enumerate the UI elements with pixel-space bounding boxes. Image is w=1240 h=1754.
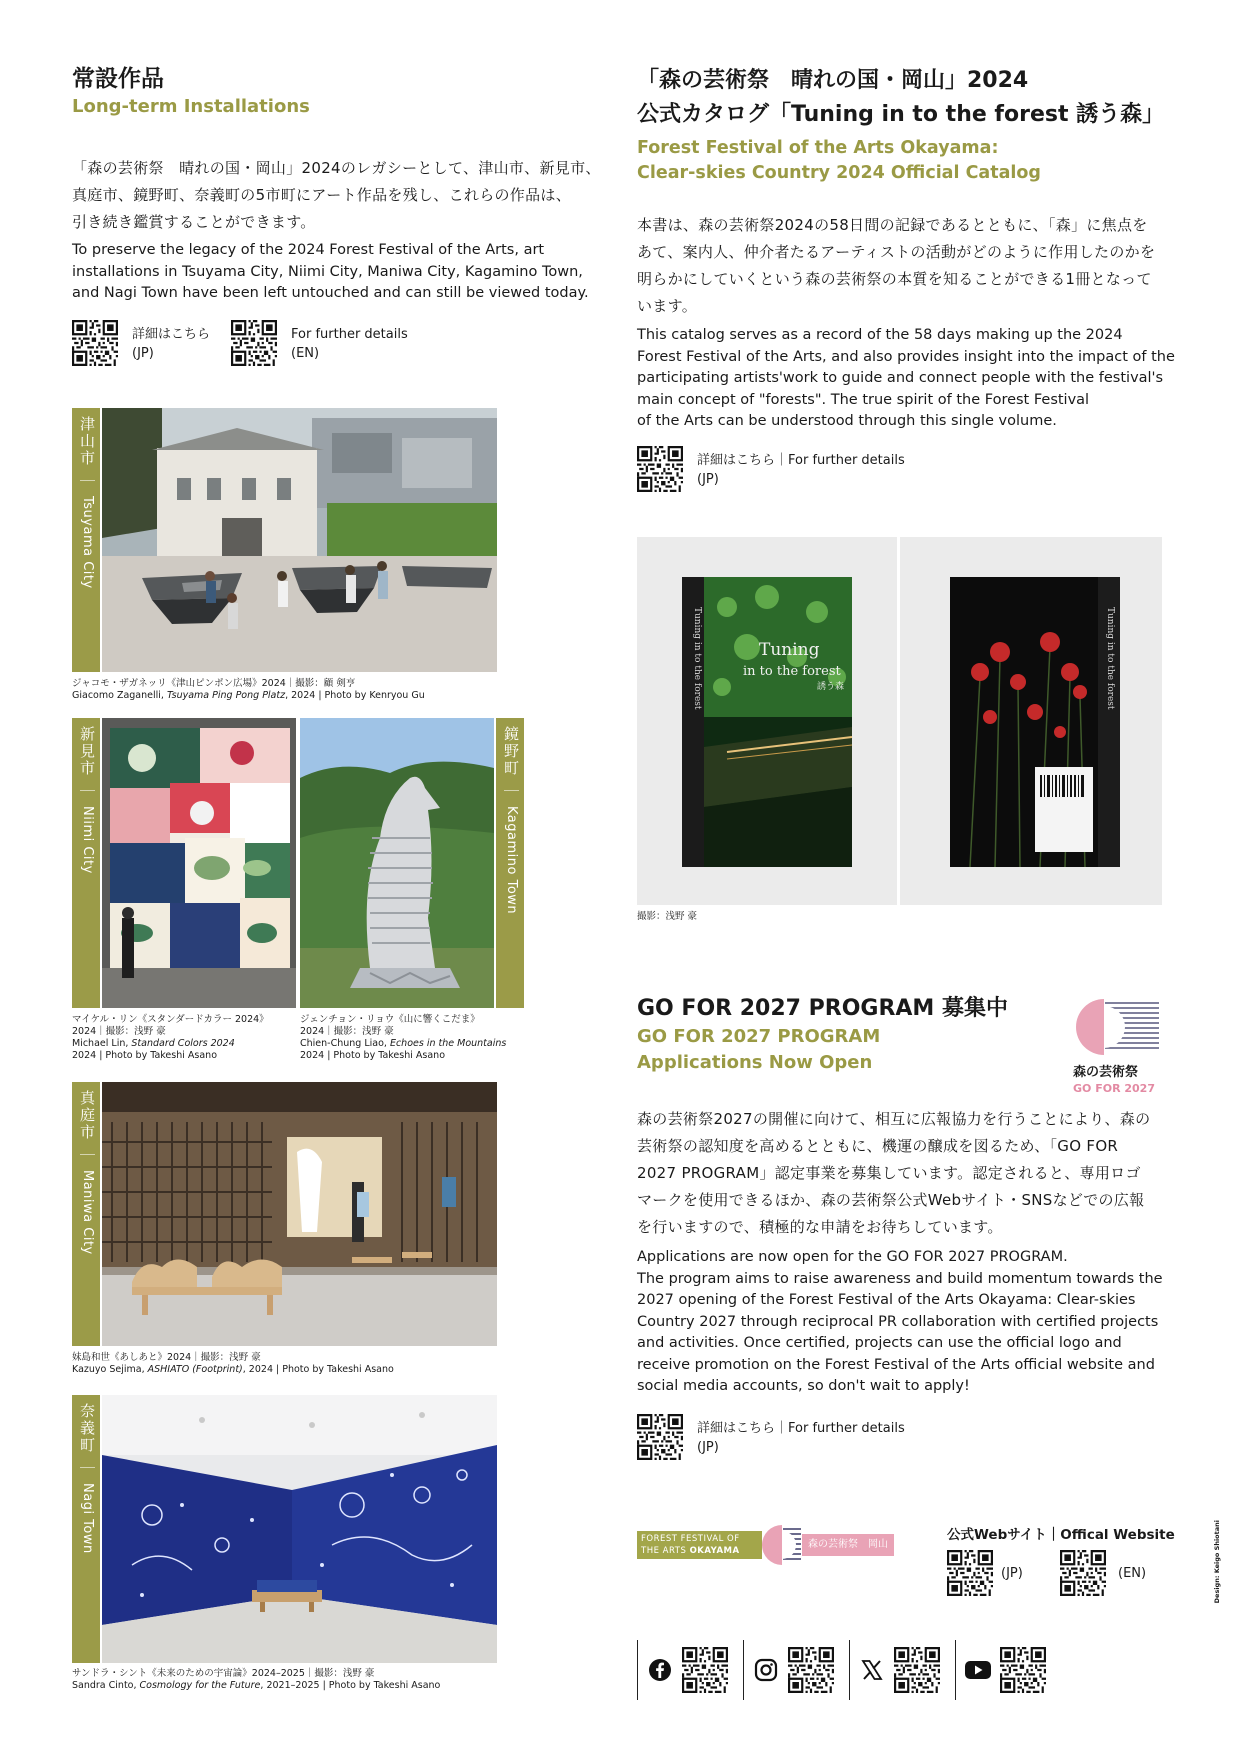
qr-code-icon [788,1647,834,1693]
qr-lang: (EN) [291,346,320,361]
caption-ja: ジェンチョン・リョウ《山に響くこだま》 [300,1014,480,1025]
qr-lang: (JP) [1001,1565,1023,1581]
qr-label: 詳細はこちら [132,327,211,342]
text-line: Forest Festival of the Arts, and also provides insight into the impact of the [637,348,1175,365]
qr-lang: (JP) [132,346,154,361]
caption-title: Standard Colors 2024 [131,1038,235,1049]
caption-en [72,1038,297,1050]
caption-tsuyama [72,678,492,702]
caption-title: ASHIATO (Footprint) [147,1364,243,1375]
caption-en [72,1680,512,1692]
site-name-en: Niimi City [80,806,95,874]
caption-credit: , 2024 | Photo by Kenryou Gu [285,690,425,701]
qr-label: 詳細はこちら｜For further details [697,453,905,468]
text-line: of the Arts can be understood through this single volume. [637,413,1057,429]
qr-lang: (EN) [1118,1565,1147,1581]
photo-catalog-back [900,537,1162,905]
qr-code-icon [72,320,118,366]
text-line: 真庭市、鏡野町、奈義町の5市町にアート作品を残し、これらの作品は、 [72,186,571,204]
caption-credit: 2024 | Photo by Takeshi Asano [72,1050,218,1061]
left-body-ja [72,155,612,236]
text-line: participating artists'work to guide and connect people with the festival's [637,370,1164,386]
photo-tsuyama-ping-pong [102,408,497,672]
logo-text-en: GO FOR 2027 [1073,1082,1155,1095]
book-cover-title: Tuning [759,640,820,660]
caption-artist: Kazuyo Sejima, [72,1364,148,1375]
website-qr-en[interactable] [1060,1550,1146,1596]
catalog-body-ja [637,212,1177,320]
instagram-icon [754,1658,778,1682]
caption-title: Echoes in the Mountains [389,1038,507,1049]
catalog-body-en [637,325,1177,433]
caption-artist: Sandra Cinto, [72,1680,140,1691]
logo-line [641,1545,758,1557]
website-title: 公式Webサイト｜Offical Website [947,1527,1175,1543]
qr-code-icon [947,1550,993,1596]
caption-kagamino [300,1014,525,1062]
site-name-ja: 真庭市 [78,1090,96,1141]
caption-credit: , 2021–2025 | Photo by Takeshi Asano [260,1680,441,1691]
program-body-ja [637,1106,1182,1241]
qr-code-icon [637,1414,683,1460]
festival-logo-en [637,1531,762,1559]
text-line: 引き続き鑑賞することができます。 [72,213,316,231]
site-sep: ｜ [502,783,520,800]
qr-block-en[interactable] [231,320,408,366]
social-youtube[interactable] [955,1640,1061,1700]
site-name-en: Maniwa City [80,1170,95,1255]
caption-ja: 2024｜撮影：浅野 豪 [300,1026,394,1037]
logo-text: THE ARTS [641,1546,690,1556]
site-sep: ｜ [78,1147,96,1164]
x-icon [860,1658,884,1682]
left-section-heading [72,64,310,120]
qr-code-icon [1060,1550,1106,1596]
caption-en [72,1364,492,1376]
design-credit: Design: Keigo Shiotani [1213,1520,1221,1604]
left-title-ja: 常設作品 [72,66,164,92]
design-credit-wrap [1213,1520,1225,1620]
program-title-en-1: GO FOR 2027 PROGRAM [637,1026,881,1047]
photo-kagamino-echoes [300,718,494,1008]
caption-en [72,690,492,702]
qr-block-jp[interactable] [72,320,210,366]
text-line: 本書は、森の芸術祭2024の58日間の記録であるとともに、「森」に焦点を [637,216,1148,234]
go-for-2027-logo [1073,996,1165,1094]
text-line: and activities. Once certified, projects can use the official logo and [637,1335,1122,1351]
program-body-en [637,1247,1182,1398]
social-x[interactable] [849,1640,955,1700]
book-spine-text: Tuning in to the forest [1105,607,1115,710]
text-line: います。 [637,297,698,315]
site-name-ja: 奈義町 [78,1403,96,1454]
text-line: Applications are now open for the GO FOR 2027 PROGRAM. [637,1249,1068,1265]
caption-ja: 妹島和世《あしあと》2024｜撮影：浅野 豪 [72,1352,261,1363]
caption-artist: Chien-Chung Liao, [300,1038,390,1049]
qr-code-icon [1000,1647,1046,1693]
qr-code-icon [894,1647,940,1693]
text-line: を行いますので、積極的な申請をお待ちしています。 [637,1218,1003,1236]
qr-label: For further details [291,327,408,342]
festival-logo-mark [762,1522,802,1568]
qr-lang: (JP) [697,1440,719,1455]
catalog-title-en-2: Clear-skies Country 2024 Official Catalog [637,163,1041,183]
photo-nagi-cosmology [102,1395,497,1663]
site-name-en: Tsuyama City [80,496,95,589]
youtube-icon [964,1659,992,1681]
sidebar-niimi [72,718,100,1008]
text-line: 森の芸術祭2027の開催に向けて、相互に広報協力を行うことにより、森の [637,1110,1151,1128]
caption-ja: 2024｜撮影：浅野 豪 [72,1026,166,1037]
text-line: receive promotion on the Forest Festival of the Arts official website and [637,1356,1155,1373]
catalog-heading [637,64,1164,186]
qr-code-icon [682,1647,728,1693]
social-facebook[interactable] [637,1640,743,1700]
facebook-icon [648,1658,672,1682]
program-title-ja: GO FOR 2027 PROGRAM 募集中 [637,996,1008,1021]
festival-logo-ja: 森の芸術祭 岡山 [802,1534,894,1556]
website-qr-jp[interactable] [947,1550,1023,1596]
catalog-title-en-1: Forest Festival of the Arts Okayama: [637,138,999,158]
photo-catalog-front [637,537,897,905]
caption-ja: ジャコモ・ザガネッリ《津山ピンポン広場》2024｜撮影：顧 剣亨 [72,678,356,689]
book-spine-text: Tuning in to the forest [692,607,702,710]
logo-line: FOREST FESTIVAL OF [641,1534,740,1544]
left-title-en: Long-term Installations [72,96,310,117]
left-body-en [72,240,612,305]
caption-ja: サンドラ・シント《未来のための宇宙論》2024–2025｜撮影：浅野 豪 [72,1668,375,1679]
text-line: 「森の芸術祭 晴れの国・岡山」2024のレガシーとして、津山市、新見市、 [72,159,601,177]
book-cover-title-ja: 誘う森 [817,682,845,692]
sidebar-maniwa [72,1082,100,1346]
text-line: installations in Tsuyama City, Niimi City, Maniwa City, Kagamino Town, [72,263,583,280]
qr-lang: (JP) [697,472,719,487]
caption-title: Tsuyama Ping Pong Platz [166,690,286,701]
logo-text-ja: 森の芸術祭 [1073,1065,1139,1080]
site-sep: ｜ [78,783,96,800]
photo-niimi-standard-colors [102,718,296,1008]
social-instagram[interactable] [743,1640,849,1700]
site-name-ja: 津山市 [78,416,96,467]
caption-nagi [72,1668,512,1692]
catalog-photo-credit: 撮影：浅野 豪 [637,911,698,922]
sidebar-nagi [72,1395,100,1663]
text-line: social media accounts, so don't wait to apply! [637,1378,970,1394]
text-line: 芸術祭の認知度を高めるとともに、機運の醸成を図るため、「GO FOR [637,1137,1119,1155]
caption-title: Cosmology for the Future [139,1680,261,1691]
text-line: あて、案内人、仲介者たるアーティストの活動がどのように作用したのかを [637,243,1156,261]
qr-code-icon [637,446,683,492]
sidebar-tsuyama [72,408,100,672]
text-line: マークを使用できるほか、森の芸術祭公式Webサイト・SNSなどでの広報 [637,1191,1145,1209]
text-line: 明らかにしていくという森の芸術祭の本質を知ることができる1冊となって [637,270,1152,288]
text-line: The program aims to raise awareness and build momentum towards the [637,1270,1163,1287]
qr-label: 詳細はこちら｜For further details [697,1421,905,1436]
site-name-en: Kagamino Town [504,806,519,915]
caption-ja: マイケル・リン《スタンダードカラー 2024》 [72,1014,269,1025]
caption-artist: Giacomo Zaganelli, [72,690,167,701]
caption-artist: Michael Lin, [72,1038,132,1049]
text-line: This catalog serves as a record of the 58 days making up the 2024 [637,327,1123,343]
qr-code-icon [231,320,277,366]
site-sep: ｜ [78,1460,96,1477]
text-line: 2027 PROGRAM」認定事業を募集しています。認定されると、専用ロゴ [637,1164,1141,1182]
caption-en [300,1038,525,1050]
text-line: and Nagi Town have been left untouched and can still be viewed today. [72,285,589,301]
text-line: 2027 opening of the Forest Festival of the Arts Okayama: Clear-skies [637,1292,1136,1308]
caption-maniwa [72,1352,492,1376]
logo-text-bold: OKAYAMA [689,1546,740,1556]
site-sep: ｜ [78,473,96,490]
site-name-ja: 鏡野町 [502,726,520,777]
site-name-ja: 新見市 [78,726,96,777]
text-line: To preserve the legacy of the 2024 Forest Festival of the Arts, art [72,242,545,258]
festival-logo [637,1522,902,1568]
program-qr-block[interactable] [637,1414,905,1460]
sidebar-kagamino [496,718,524,1008]
catalog-qr-block[interactable] [637,446,905,492]
program-title-en-2: Applications Now Open [637,1052,873,1073]
caption-credit: , 2024 | Photo by Takeshi Asano [242,1364,394,1375]
text-line: main concept of "forests". The true spirit of the Forest Festival [637,391,1090,408]
text-line: Country 2027 through reciprocal PR collaboration with certified projects [637,1313,1159,1330]
book-cover-subtitle: in to the forest [743,664,841,679]
caption-niimi [72,1014,297,1062]
site-name-en: Nagi Town [80,1483,95,1554]
catalog-title-ja-1: 「森の芸術祭 晴れの国・岡山」2024 [637,68,1029,93]
program-heading [637,994,1008,1076]
photo-maniwa-ashiato [102,1082,497,1346]
caption-credit: 2024 | Photo by Takeshi Asano [300,1050,446,1061]
catalog-title-ja-2: 公式カタログ「Tuning in to the forest 誘う森」 [637,102,1165,127]
